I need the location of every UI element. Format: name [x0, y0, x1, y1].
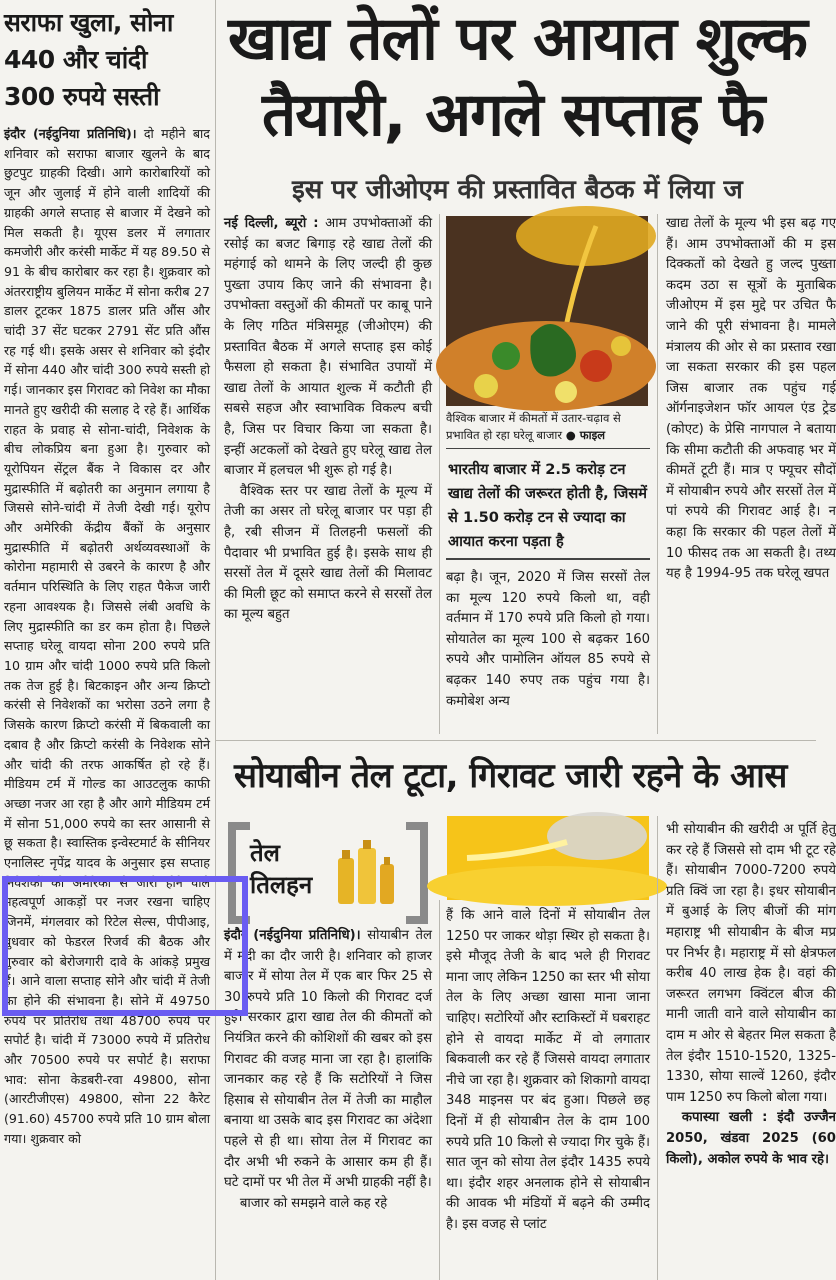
column-divider-main2 — [657, 214, 658, 734]
column-divider-main1 — [439, 214, 440, 734]
box-corner-right — [406, 822, 428, 924]
caption-rule — [446, 448, 650, 449]
pull-quote: भारतीय बाजार में 2.5 करोड़ टन खाद्य तेलों की जरूरत होती है, जिसमें से 1.50 करोड़ टन से ज्यादा का आयात करना पड़ता है — [448, 461, 647, 550]
soy-col1 — [224, 926, 432, 1280]
photo-caption-text: वैश्विक बाजार में कीमतों में उतार-चढ़ाव से प्रभावित हो रहा घरेलू बाजार — [446, 411, 621, 442]
section-divider — [216, 740, 816, 741]
pouring-oil-illustration — [447, 816, 649, 900]
left-rates: सराफा भाव: सोना केडबरी-रवा 49800, सोना (आरटीजीएस) 49800, सोना 22 कैरेट (91.60) 45700 रुपये प्रति 10 ग्राम बोला गया। शुक्रवार को — [4, 1052, 210, 1146]
pull-quote-rule — [446, 558, 650, 560]
left-body-text: दो महीने बाद शनिवार को सराफा बाजार खुलने के बाद छुटपुट ग्राहकी दिखी। आगे कारोबारियों को जून और जुलाई में होने वाली शादियों की ग्राहकी अगले सप्ताह से बाजार में देखने को मिल सकती है। यूएस डलर में लगातार कमजोरी और करंसी मार्केट में यह 89.50 से 91 के बीच कारोबार कर रहा है। शुक्रवार को अंतरराष्ट्रीय बुलियन मार्केट में सोना करीब 27 डालर टूटकर 1875 डालर प्रति औंस और चांदी 37 सेंट घटकर 2791 सेंट प्रति औंस रह गई थी। इसके असर से शनिवार को इंदौर में सोना 440 और चांदी 300 रुपये सस्ती हो गई। जानकार इस गिरावट को निवेश का मौका मानते हुए खरीदी की सलाह दे रहे हैं। आर्थिक राहत के प्रवाह से सोना-चांदी, निवेशक के बीच लोकप्रिय बना हुआ है। गुरुवार को यूरोपियन सेंट्रल बैंक ने विकास दर और मुद्रास्फीति में बढ़ोतरी का अनुमान लगाया है जिससे सोने-चांदी में तेजी देखी गई। यूरोप और अमेरिकी केंद्रीय बैंकों के अनुसार मुद्रास्फीति में बढ़ोतरी अर्थव्यवस्थाओं के कोरोना महामारी से उबरने के कारण है और वर्तमान परिस्थिति के लिए राहत पैकेज जारी रहना आवश्यक है। जिससे लंबी अवधि के लिए मुद्रास्फीति का डर कम होता है। पिछले सप्ताह घरेलू वायदा सोना 200 रुपये प्रति 10 ग्राम और चांदी 1000 रुपये प्रति किलो तक तेज हुई है। बिटकाइन और अन्य क्रिप्टो करंसी से निवेशकों का भरोसा उठने लगा है जिसके कारण क्रिप्टो करंसी में बिकवाली का दबाव है और क्रिप्टो करंसी के निवेशक सोने और चांदी की तरफ आकर्षित हो रहे हैं। मीडियम टर्म में गोल्ड का आउटलुक काफी अच्छा नजर आ रहा है और आगे मीडियम टर्म में सोना 51,000 रुपये का स्तर आसानी से छू सकता है। स्वास्तिक इन्वेस्टमार्ट के सीनियर एनालिस्ट नृपेंद्र यादव के अनुसार इस सप्ताह निवेशकों को अमेरिका से जारी होने वाले महत्वपूर्ण आकड़ों पर नजर रखना चाहिए जिनमें, मंगलवार को रिटेल सेल्स, पीपीआइ, बुधवार को फेडरल रिजर्व की बैठक और गुरुवार को बेरोजगारी दावे के आंकड़े प्रमुख हैं। आने वाला सप्ताह सोने और चांदी में तेजी का होने की संभावना है। सोने में 49750 रुपये पर प्रतिरोध तथा 48700 रुपये पर सपोर्ट है। चांदी में 73000 रुपये में प्रतिरोध और 70500 रुपये पर सपोर्ट है। — [4, 126, 210, 1068]
photo-credit: ● फाइल — [565, 428, 606, 442]
main-col1-text: आम उपभोक्ताओं की रसोई का बजट बिगाड़ रहे खाद्य तेलों की महंगाई को थामने के लिए जल्दी ही कुछ पुख्ता उपाय किए जाने की संभावना है। उपभोक्ता वस्तुओं की कीमतों पर काबू पाने के लिए गठित मंत्रिसमूह (जीओएम) की प्रस्तावित बैठक में अगले सप्ताह इस कोई फैसला हो सकता है। संभावित उपायों में खाद्य तेलों के आयात शुल्क में कटौती ही सबसे सहज और स्वाभाविक विकल्प बची है, जिस पर विचार किया जा सकता है। इन्हीं अटकलों को देखते हुए घरेलू खाद्य तेल बाजार में हलचल भी शुरू हो गई है। — [224, 216, 433, 479]
soy-col3-text: भी सोयाबीन की खरीदी अ पूर्ति हेतु कर रहे हैं जिससे सो दाम भी टूट रहे हैं। सोयाबीन 7000-7200 रुपये प्रति क्विं जा रहा है। इधर सोयाबीन में बुआई के लिए बीजों की मांग महाराष्ट्र भी सोयाबीन के बीज मप्र पर निर्भर है। महाराष्ट्र में सो क्षेत्रफल करीब 40 लाख हेक है। वहां की जरूरत लगभग क्विंटल बीज की मानी जाती वाने वाले सोयाबीन का दाम म ओर से बेहतर मिल सकता है तेल इंदौर 1510-1520, 1325-1330, सोया साल्वें 1260, इंदौर पाम 1250 रुप किलो बोला गया। — [666, 822, 836, 1105]
cooking-oil-photo — [446, 216, 648, 406]
soy-col2: हैं कि आने वाले दिनों में सोयाबीन तेल 1250 पर जाकर थोड़ा स्थिर हो सकता है। इसे मौजूद तेजी के बाद भले ही गिरावट माना जाए लेकिन 1250 का स्तर भी सोया तेल के लिए अच्छा खासा माना जाना चाहिए। सटोरियों और स्टाकिस्टों में घबराहट होने से वायदा मार्केट में वो लगातार बिकवाली कर रहे हैं जिससे वायदा लगातार नीचे जा रहा है। शुक्रवार को शिकागो वायदा 348 माइनस पर बंद हुआ। पिछले छह दिनों में ही सोयाबीन तेल के दाम 100 रुपये प्रति 10 किलो से ज्यादा गिर चुके हैं। सात जून को सोया तेल इंदौर 1435 रुपये था। इंदौर शहर अनलाक होने से सोयाबीन की आवक भी मंडियों में बढ़ने की उम्मीद है। इस वजह से प्लांट — [446, 908, 650, 1232]
left-dateline: इंदौर (नईदुनिया प्रतिनिधि)। — [4, 126, 137, 141]
main-col1 — [224, 214, 432, 734]
left-headline-line3: 300 रुपये सस्ती — [4, 82, 160, 111]
photo-caption — [446, 410, 650, 444]
column-divider-soy1 — [439, 900, 440, 1280]
highlight-box — [2, 876, 248, 1016]
kapasya-khali: कपास्या खली : इंदौ उज्जैन 2050, खंडवा 2025 (60 किलो), अकोल रुपये के भाव रहे। — [666, 1110, 836, 1167]
left-headline-line2: 440 और चांदी — [4, 45, 147, 74]
column-divider-soy2 — [657, 816, 658, 1280]
left-headline — [4, 4, 210, 115]
main-col3: खाद्य तेलों के मूल्य भी इस बढ़ गए हैं। आम उपभोक्ताओं की म इस दिक्कतों को देखते हु जल्द पुख्ता कदम उठा स सूत्रों के मुताबिक जीओएम में इस मुद्दे पर उचित फै जाने की पूरी संभावना है। मामले मंत्रालय की ओर से का प्रस्ताव रखा जा सकता सरकार की इस पहल जिस बाजार तक पहुंच गई ऑर्गनाइजेशन फॉर आयल एंड ट्रेड (कोएट) के प्रेसि नागपाल ने बताया कि सीमा कटौती की अफवाह भर में कीमतें टूटी हैं। मात्र ए फ्यूचर सौदों में सोयाबीन रुपये और सरसों तेल में पां रुपये की गिरावट आई है। न कहा कि सरकार की पहल तेलों में 10 फीसद तक आ सकती है। तथ्य यह है 1994-95 तक घरेलू खपत — [666, 216, 836, 582]
tilhan-label: तिलहन — [250, 871, 313, 899]
left-body — [4, 124, 210, 1264]
main-dateline: नई दिल्ली, ब्यूरो : — [224, 216, 319, 231]
column-divider-left — [215, 0, 216, 1280]
main-headline-line2: तैयारी, अगले सप्ताह फै — [262, 80, 765, 150]
soy-col1-para2: बाजार को समझने वाले कह रहे — [239, 1195, 388, 1211]
pouring-oil-photo — [447, 816, 649, 900]
soy-headline: सोयाबीन तेल टूटा, गिरावट जारी रहने के आस — [234, 756, 787, 796]
main-col2: बढ़ा है। जून, 2020 में जिस सरसों तेल का मूल्य 120 रुपये किलो था, वही वर्तमान में 170 रुपये प्रति किलो हो गया। सोयातेल का मूल्य 100 से बढ़कर 160 रुपये और पामोलिन ऑयल 85 रुपये से बढ़कर 140 रुपए तक पहुंच गया है। कमोबेश अन्य — [446, 570, 650, 709]
soy-col1-text: सोयाबीन तेल में मंदी का दौर जारी है। शनिवार को हाजर बाजार में सोया तेल में एक बार फिर 25 से 30 रुपये प्रति 10 किलो की गिरावट दर्ज हुई। सरकार द्वारा खाद्य तेल की कीमतों को नियंत्रित करने की कोशिशों की खबर को इस गिरावट की वजह माना जा रहा है। हालांकि जानकार कह रहे हैं कि सटोरियों ने जिस हिसाब से सोयाबीन तेल में तेजी का माहौल बनाया था उसके बाद इस गिरावट का अंदेशा पहले से ही था। सोया तेल में गिरावट का दौर अभी भी रुकने के आसार कम ही हैं। घटे दामों पर भी तेल में अभी ग्राहकी नहीं है। — [224, 928, 432, 1191]
main-subheadline: इस पर जीओएम की प्रस्तावित बैठक में लिया ज — [292, 175, 743, 205]
main-headline-line1: खाद्य तेलों पर आयात शुल्क — [228, 4, 807, 74]
soy-col3 — [666, 820, 836, 1280]
tel-label: तेल — [250, 839, 280, 867]
photo-illustration — [446, 216, 648, 406]
soy-dateline: इंदौर (नईदुनिया प्रतिनिधि)। — [224, 928, 361, 943]
main-col1-para2: वैश्विक स्तर पर खाद्य तेलों के मूल्य में तेजी का असर तो घरेलू बाजार पर पड़ा ही है, रबी सीजन में तिलहनी फसलों की पैदावार भी प्रभावित हुई है। इसके साथ ही सरसों तेल में दूसरे खाद्य तेलों की मिलावट की मिली छूट को समाप्त करने से सरसों तेल का मूल्य बहुत — [224, 483, 432, 623]
tel-tilhan-box — [228, 822, 428, 914]
oil-bottles-icon — [330, 830, 400, 910]
left-headline-line1: सराफा खुला, सोना — [4, 8, 173, 37]
left-story — [4, 4, 210, 1264]
